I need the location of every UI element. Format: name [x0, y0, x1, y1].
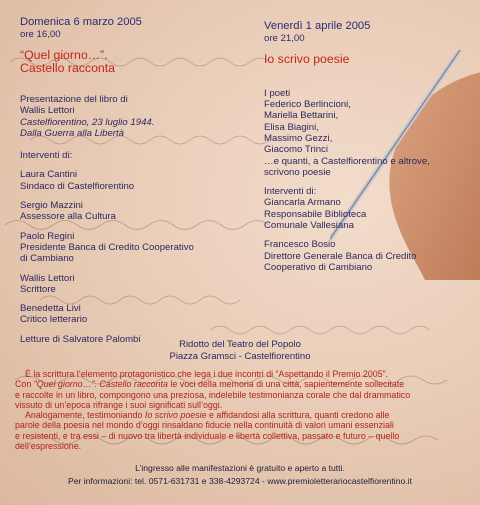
book-title-line2: Dalla Guerra alla Libertà	[20, 127, 124, 139]
venue-line2: Piazza Gramsci - Castelfiorentino	[169, 350, 311, 362]
poet-name: Federico Berlincioni,	[264, 99, 351, 111]
speaker-role: Critico letterario	[20, 314, 88, 326]
body-italic-title: Io scrivo poesie	[144, 410, 207, 421]
speaker-role: Responsabile Biblioteca	[264, 208, 367, 220]
speaker-role-continued: Cooperativo di Cambiano	[264, 261, 373, 273]
body-text-span: Con	[15, 379, 34, 390]
speaker-name: Francesco Bosio	[264, 239, 336, 251]
speaker-name: Paolo Regini	[20, 230, 75, 242]
right-event-title: Io scrivo poesie	[264, 51, 350, 66]
description-text	[15, 369, 467, 451]
right-speakers-heading: Interventi di:	[264, 186, 317, 198]
left-event-title-line1: “Quel giorno…”.	[20, 47, 108, 62]
poet-name: Elisa Biagini,	[264, 121, 319, 133]
body-text-span: le voci della memoria di una città, sapientemente sollecitate	[167, 379, 405, 390]
left-event-date: Domenica 6 marzo 2005	[20, 16, 142, 28]
body-p2-line2: parole della poesia nel mondo d’oggi rinsaldano fiducie nella continuità di valori umani essenziali	[15, 420, 394, 431]
poet-name: Mariella Bettarini,	[264, 110, 339, 122]
speaker-name: Giancarla Armano	[264, 197, 341, 209]
poets-heading: I poeti	[264, 87, 291, 99]
right-event-date: Venerdì 1 aprile 2005	[264, 20, 371, 32]
speaker-role-continued: di Cambiano	[20, 253, 74, 265]
poet-name: Giacomo Trinci	[264, 144, 328, 156]
body-p1-line4: vissuto di un’epoca rifrange i suoi significati sull’oggi.	[15, 399, 223, 410]
left-speakers-heading: Interventi di:	[20, 150, 73, 162]
body-p1-line3: e raccolte in un libro, compongono una preziosa, indelebile testimonianza corale che dal drammatico	[15, 389, 411, 400]
body-p1-line1: È la scrittura l’elemento protagonistico che lega i due incontri di “Aspettando il Premio 2005”.	[25, 369, 389, 379]
speaker-name: Laura Cantini	[20, 169, 78, 181]
body-text-span: Analogamente, testimoniando	[25, 410, 145, 421]
venue-block	[0, 339, 480, 362]
speaker-role: Direttore Generale Banca di Credito	[264, 250, 417, 262]
body-italic-title: “Quel giorno…”. Castello racconta	[33, 379, 168, 390]
speaker-role-continued: Comunale Vallesiana	[264, 220, 354, 232]
body-p1-line2	[15, 379, 467, 389]
presentation-author: Wallis Lettori	[20, 105, 75, 117]
speaker-role: Sindaco di Castelfiorentino	[20, 180, 135, 192]
speaker-role: Assessore alla Cultura	[20, 211, 116, 223]
speaker-role: Presidente Banca di Credito Cooperativo	[20, 241, 194, 253]
left-event-column	[20, 17, 235, 345]
speaker-name: Sergio Mazzini	[20, 200, 83, 212]
speaker-role: Scrittore	[20, 283, 56, 295]
poets-more-line2: scrivono poesie	[264, 166, 331, 178]
body-p2-line3: e resistenti, e tra essi – di nuovo tra libertà individuale e libertà collettiva, passato e futuro – quello	[15, 430, 400, 441]
venue-line1: Ridotto del Teatro del Popolo	[179, 339, 301, 350]
right-event-time: ore 21,00	[264, 33, 305, 45]
speaker-name: Benedetta Livi	[20, 303, 81, 315]
book-title-line1: Castelfiorentino, 23 luglio 1944.	[20, 116, 155, 128]
left-event-time: ore 16,00	[20, 29, 61, 41]
footer-free-entry: L’ingresso alle manifestazioni è gratuito e aperto a tutti.	[135, 463, 345, 473]
poets-more-line1: …e quanti, a Castelfiorentino e altrove,	[264, 155, 430, 167]
poet-name: Massimo Gezzi,	[264, 132, 333, 144]
right-event-column	[264, 21, 474, 273]
readings-credit: Letture di Salvatore Palombi	[20, 333, 141, 345]
presentation-line1: Presentazione del libro di	[20, 94, 128, 105]
body-text-span: e affidandosi alla scrittura, quanti credono alle	[206, 410, 390, 421]
body-p2-line4: dell’espressione.	[15, 441, 82, 452]
footer-contact-info: Per informazioni: tel. 0571-631731 e 338-4293724 - www.premioletterariocastelfiorentino.it	[68, 476, 412, 486]
speaker-name: Wallis Lettori	[20, 272, 75, 284]
body-p2-line1	[15, 410, 467, 420]
left-event-title-line2: Castello racconta	[20, 60, 116, 75]
